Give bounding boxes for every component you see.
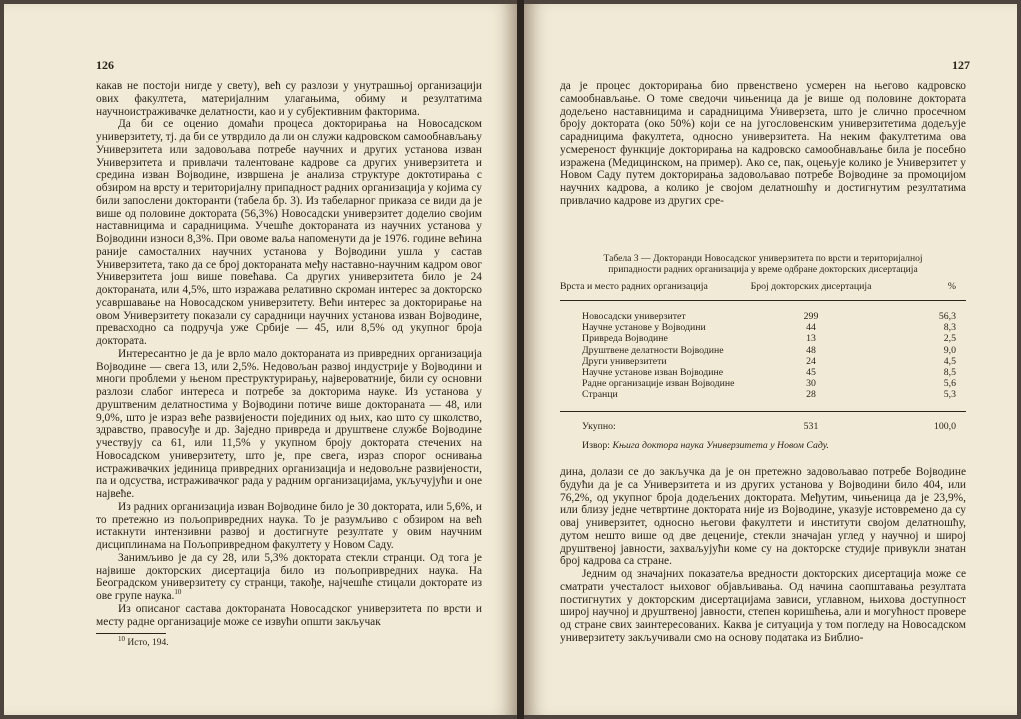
table-source [560,440,966,451]
paragraph [96,552,482,603]
book-gutter [517,0,524,719]
row-percent: 8,3 [943,322,956,334]
paragraph: Да би се оценио домаћи процеса докторирања на Новосадском универзитету, тј. да би се утврдило да ли он служи кадровском самообнављању Универзитета или задовољава потребе научних и других установа изван Универзитета и привлачи талентоване кадрове са других универзитета и средина изван Војводине, извршена је анализа структуре доктотирања с обзиром на врсту и територијалну припадност радних организација у којима су били запослени доктoранти (табела бр. 3). Из табеларног приказа се види да је више од половине доктората (56,3%) Новосадски универзитет доделио својим наставницима и сарадницима. Учешће доктораната из научних установа у Војводини износи 8,3%. При овоме ваља напоменути да је 1976. године већина раније самосталних научних установа у Војводини ушла у састав Универзитета, тако да се број доктораната међу наставно-научним кадром овог Универзитета још више повећава. Са других универзитета било је 24 доктораната, или 4,5%, што изражава релативно скроман интерес за докторско усавршавање на Новосадском универзитету. Већи интерес за докторирање на овом Универзитету показали су сарадници научних установа изван Војводине, превасходно са подручја уже Србије — 45, или 8,5% од укупног броја доктората. [96,118,482,347]
page-number: 127 [952,58,970,72]
paragraph: Интересантно је да је врло мало доктораната из привредних организација Војводине — свега 13, или 2,5%. Недовољан развој индустрије у Војводини и многи проблеми у њеном преструктурирању, највероватније, били су основни разлози слабог интереса и потребе за докторима науке. Из установа у друштвеним делатностима у Војводини потиче више доктораната — 48, или 9,0%, што је израз веће развијености појединих од њих, као што су школство, здравство, правосуђе и др. Заједно привреда и друштвене службе Војводине учествују са 61, или 11,5% у укупном броју доктората стечених на Новосадском универзитету, што је, пре свега, израз спорог оснивања истраживачких јединица привредних организација и недовољне развијености, па и одсуства, истраживачког рада у радним организацијама, укључујући и оне највеће. [96,347,482,500]
row-label: Друштвене делатности Војводине [582,344,724,356]
row-label: Научне установе у Војводини [582,322,706,334]
footnote [96,637,482,650]
row-percent: 5,3 [943,389,956,401]
source-title: Књига доктора наука Универзитета у Новом Саду. [612,439,829,451]
paragraph: Једним од значајних показатеља вредности докторских дисертација може се сматрати учесталост њиховог објављивања. Од начина саопштавања резултата постигнутих у докторским дисертацијама зависи, углавном, њихова доступност широј научној и друштвеној јавности, степен коришћења, али и могућност провере од стране свих заинтересованих. Каква је ситуација у том погледу на Новосадском универзитету закључивали смо на основу података из Библио- [560,568,966,644]
row-percent: 8,5 [943,367,956,379]
total-count: 531 [803,420,819,432]
column-header-type: Врста и место радних организација [560,281,708,292]
row-count: 44 [806,322,816,334]
table-rule [560,411,966,412]
row-percent: 56,3 [938,311,956,322]
right-body-text-top [560,80,966,208]
row-count: 24 [806,355,816,367]
left-page [4,4,517,715]
table-row [560,333,966,344]
table-row [560,322,966,333]
row-count: 28 [806,389,816,401]
table-rule [560,300,966,301]
row-count: 299 [803,311,819,322]
table-caption: Табела 3 — Доктoранди Новосадског универзитета по врсти и територијалној припадности радних организација у време одбране докторских дисертација [603,253,923,275]
data-table [560,253,966,451]
row-percent: 2,5 [943,333,956,345]
table-row [560,311,966,322]
table-row [560,378,966,389]
paragraph-text: Занимљиво је да су 28, или 5,3% доктората стекли странци. Од тога је највише докторских дисертација било из пољопривредних наука. На Београдском универзитету су странци, такође, најчешће стицали докторате из ове групе наука. [96,551,482,602]
column-header-percent: % [947,281,956,292]
column-header-count: Број докторских дисертација [750,281,872,292]
row-label: Привреда Војводине [582,333,668,345]
table-row [560,345,966,356]
row-count: 45 [806,367,816,379]
row-count: 13 [806,333,816,345]
page-number: 126 [96,58,114,72]
paragraph: да је процес доктoрирања био првенствено усмерен на његово кадровско самообнављање. О томе сведочи чињеница да је више од половине доктората додељено наставницима и сарадницима Универзета, што је слично просечном броју доктората (око 50%) који се на југословенским универзитетима додељује сарадницима факултета, односно универзитета. На неким факултетима ова усмереност функције доктoрирања на кадровско самообнављање била је посебно изражена (Медицинском, на пример). Ако се, пак, оцењује колико је Универзитет у Новом Саду путем доктoрирања задовољавао потребе Војводине за промоцијом научних кадрова, а колико је својом делатношћу и достигнутим резултатима привлачио кадрове из других сре- [560,80,966,207]
row-label: Радне организације изван Војводине [582,378,735,390]
row-percent: 9,0 [943,344,956,356]
table-row [560,389,966,400]
total-label: Укупно: [582,420,616,432]
right-page [524,4,1017,715]
source-label: Извор: [582,439,611,451]
table-row [560,356,966,367]
row-label: Други универзитети [582,355,667,367]
table-header [560,281,966,300]
footnote-text: Исто, 194. [127,638,169,649]
row-label: Новосадски универзитет [582,311,686,322]
left-body-text [96,80,482,650]
table-row [560,367,966,378]
row-label: Странци [582,389,618,401]
total-percent: 100,0 [933,420,956,432]
footnote-divider [96,633,166,634]
row-percent: 4,5 [943,355,956,367]
table-total-row [560,421,966,432]
row-label: Научне установе изван Војводине [582,367,724,379]
row-count: 30 [806,378,816,390]
footnote-marker: 10 [174,588,182,597]
paragraph: Из описаног састава доктораната Новосадског универзитета по врсти и месту радне организације може се извући општи закључак [96,602,482,628]
row-percent: 5,6 [943,378,956,390]
row-count: 48 [806,344,816,356]
table-body [560,311,966,401]
right-body-text-bottom [560,466,966,645]
paragraph: дина, долази се до закључка да је он претежно задовољавао потребе Војводине будући да је са Универзитета и из других установа у Војводини било 404, или 76,2%, од укупног броја додељених доктората. Међутим, чињеница да је 23,9%, или близу једне четвртине доктората није из Војводине, указује истовремено да су овај универзитет, односно његови факултети и институти својом делатношћу, дутом нешто више од две деценије, стекли значајан углед у научној и широј друштвеној јавности, захваљујући коме су на докторске студије привукли знатан број кадрова са стране. [560,466,966,568]
paragraph: Из радних организација изван Војводине било је 30 доктората, или 5,6%, и то претежно из пољопривредних наука. То је разумљиво с обзиром на већ истакнути интензивни развој и достигнуте резултате у овим научним дисциплинама на Пољопривредном факултету у Новом Саду. [96,500,482,551]
paragraph: какав не постоји нигде у свету), већ су разлози у унутрашњој организацији ових факултета, материјалним улагањима, обиму и резултатима научноистраживачке делатности, као и у субјективним факторима. [96,80,482,118]
footnote-number: 10 [118,635,125,644]
